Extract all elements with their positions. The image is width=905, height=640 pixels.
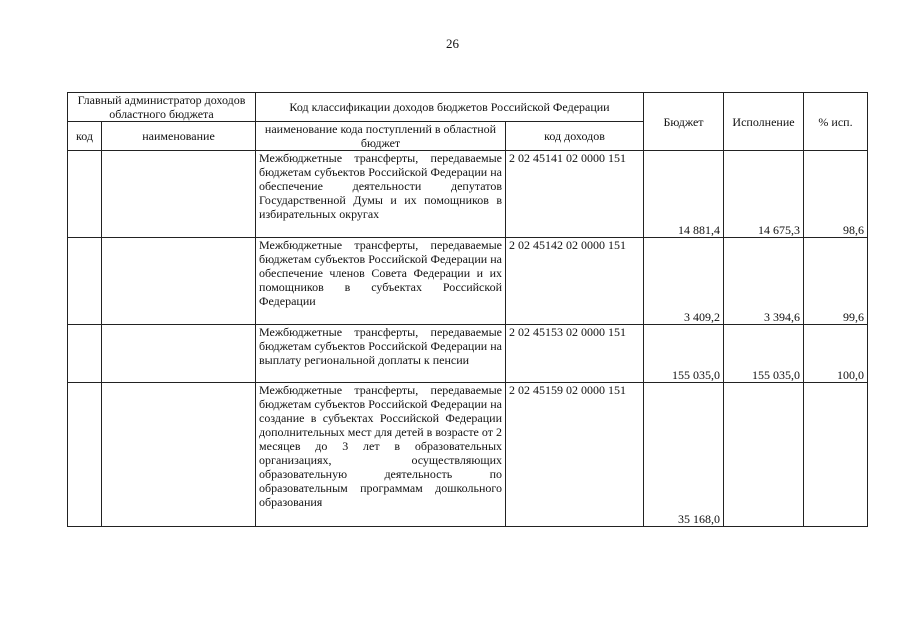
admin-code-cell <box>68 383 102 527</box>
admin-name-cell <box>102 383 256 527</box>
execution-cell: 155 035,0 <box>724 325 804 383</box>
budget-cell: 35 168,0 <box>644 383 724 527</box>
execution-cell: 14 675,3 <box>724 151 804 238</box>
admin-code-cell <box>68 325 102 383</box>
header-admin-code: код <box>68 122 102 151</box>
header-income-code: код доходов <box>506 122 644 151</box>
receipt-name-cell: Межбюджетные трансферты, передаваемые бюджетам субъектов Российской Федерации на выплату региональной доплаты к пенсии <box>256 325 506 383</box>
income-code-cell: 2 02 45153 02 0000 151 <box>506 325 644 383</box>
page-number: 26 <box>446 36 459 51</box>
budget-cell: 14 881,4 <box>644 151 724 238</box>
income-code-cell: 2 02 45142 02 0000 151 <box>506 238 644 325</box>
admin-name-cell <box>102 238 256 325</box>
table-row <box>68 238 868 325</box>
receipt-name-cell: Межбюджетные трансферты, передаваемые бюджетам субъектов Российской Федерации на создание в субъектах Российской Федерации дополнительных мест для детей в возрасте от 2 месяцев до 3 лет в образовательных организациях, осуществляющих образовательную деятельность по образовательным программам дошкольного образования <box>256 383 506 527</box>
table-row <box>68 325 868 383</box>
header-admin-group: Главный администратор доходов областного бюджета <box>68 93 256 122</box>
admin-code-cell <box>68 238 102 325</box>
header-budget: Бюджет <box>644 93 724 151</box>
header-execution: Исполнение <box>724 93 804 151</box>
header-receipt-name: наименование кода поступлений в областной бюджет <box>256 122 506 151</box>
budget-table <box>67 92 868 527</box>
percent-cell: 99,6 <box>804 238 868 325</box>
admin-name-cell <box>102 325 256 383</box>
table-row <box>68 151 868 238</box>
table-row <box>68 383 868 527</box>
receipt-name-cell: Межбюджетные трансферты, передаваемые бюджетам субъектов Российской Федерации на обеспечение деятельности депутатов Государственной Думы и их помощников в избирательных округах <box>256 151 506 238</box>
budget-cell: 3 409,2 <box>644 238 724 325</box>
income-code-cell: 2 02 45141 02 0000 151 <box>506 151 644 238</box>
budget-cell: 155 035,0 <box>644 325 724 383</box>
income-code-cell: 2 02 45159 02 0000 151 <box>506 383 644 527</box>
header-percent: % исп. <box>804 93 868 151</box>
execution-cell <box>724 383 804 527</box>
admin-name-cell <box>102 151 256 238</box>
receipt-name-cell: Межбюджетные трансферты, передаваемые бюджетам субъектов Российской Федерации на обеспечение членов Совета Федерации и их помощников в субъектах Российской Федерации <box>256 238 506 325</box>
percent-cell: 100,0 <box>804 325 868 383</box>
percent-cell <box>804 383 868 527</box>
admin-code-cell <box>68 151 102 238</box>
header-admin-name: наименование <box>102 122 256 151</box>
percent-cell: 98,6 <box>804 151 868 238</box>
execution-cell: 3 394,6 <box>724 238 804 325</box>
header-classification: Код классификации доходов бюджетов Российской Федерации <box>256 93 644 122</box>
